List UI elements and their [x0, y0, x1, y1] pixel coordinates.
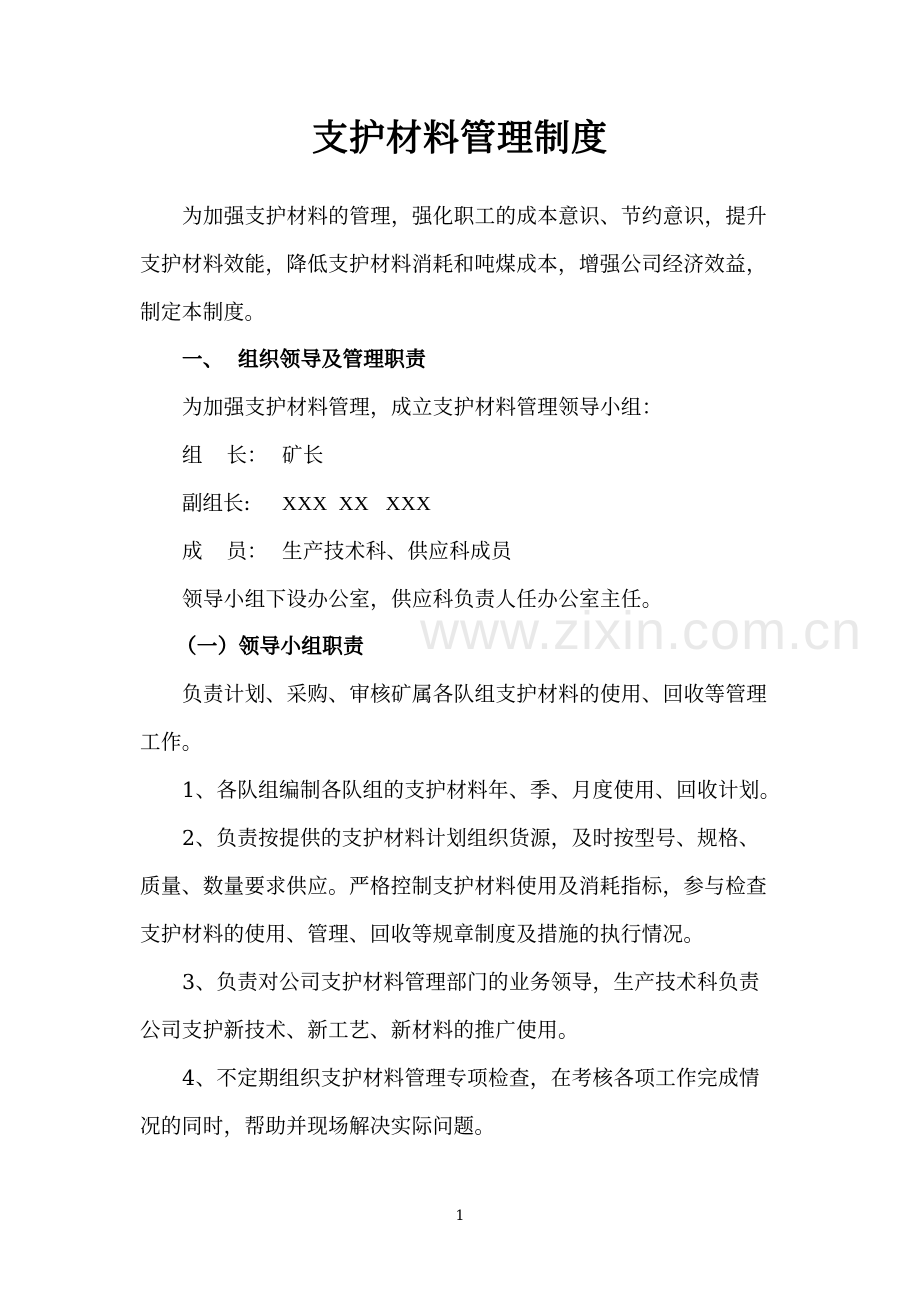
document-title: 支护材料管理制度: [311, 117, 608, 159]
duty-line-10: 况的同时，帮助并现场解决实际问题。: [140, 1114, 496, 1138]
leader-label: 组 长：: [182, 443, 268, 467]
duty-line-3: 1、各队组编制各队组的支护材料年、季、月度使用、回收计划。: [182, 778, 781, 802]
leader-row: [140, 431, 832, 479]
duty-line-4: 2、负责按提供的支护材料计划组织货源，及时按型号、规格、: [182, 826, 760, 850]
duty-line-9: 4、不定期组织支护材料管理专项检查，在考核各项工作完成情: [182, 1066, 760, 1090]
section-intro: 为加强支护材料管理，成立支护材料管理领导小组：: [182, 395, 663, 419]
section-number: 一、: [182, 347, 224, 371]
duty-line-2: 工作。: [140, 730, 203, 754]
intro-line-3: 制定本制度。: [140, 300, 266, 324]
duty-line-6: 支护材料的使用、管理、回收等规章制度及措施的执行情况。: [140, 922, 705, 946]
page-number: 1: [455, 1208, 465, 1224]
intro-line-2: 支护材料效能，降低支护材料消耗和吨煤成本，增强公司经济效益，: [140, 252, 767, 276]
member-value: 生产技术科、供应科成员: [282, 539, 512, 563]
duty-line-7: 3、负责对公司支护材料管理部门的业务领导，生产技术科负责: [182, 970, 760, 994]
deputy-value: XXX XX XXX: [282, 493, 432, 515]
deputy-row: [140, 479, 832, 528]
member-row: [140, 527, 832, 575]
duty-line-5: 质量、数量要求供应。严格控制支护材料使用及消耗指标，参与检查: [140, 874, 767, 898]
duty-line-8: 公司支护新技术、新工艺、新材料的推广使用。: [140, 1018, 579, 1042]
deputy-label: 副组长:: [182, 491, 251, 515]
member-label: 成 员：: [182, 539, 268, 563]
duty-line-1: 负责计划、采购、审核矿属各队组支护材料的使用、回收等管理: [182, 682, 768, 706]
watermark: www.zixin.com.cn: [420, 601, 863, 661]
office-line: 领导小组下设办公室，供应科负责人任办公室主任。: [182, 587, 663, 611]
intro-line-1: 为加强支护材料的管理，强化职工的成本意识、节约意识，提升: [182, 204, 768, 228]
leader-value: 矿长: [282, 443, 324, 467]
section-title: 组织领导及管理职责: [238, 347, 427, 371]
section-heading: [140, 335, 832, 383]
subsection-heading: （一）领导小组职责: [176, 634, 365, 658]
